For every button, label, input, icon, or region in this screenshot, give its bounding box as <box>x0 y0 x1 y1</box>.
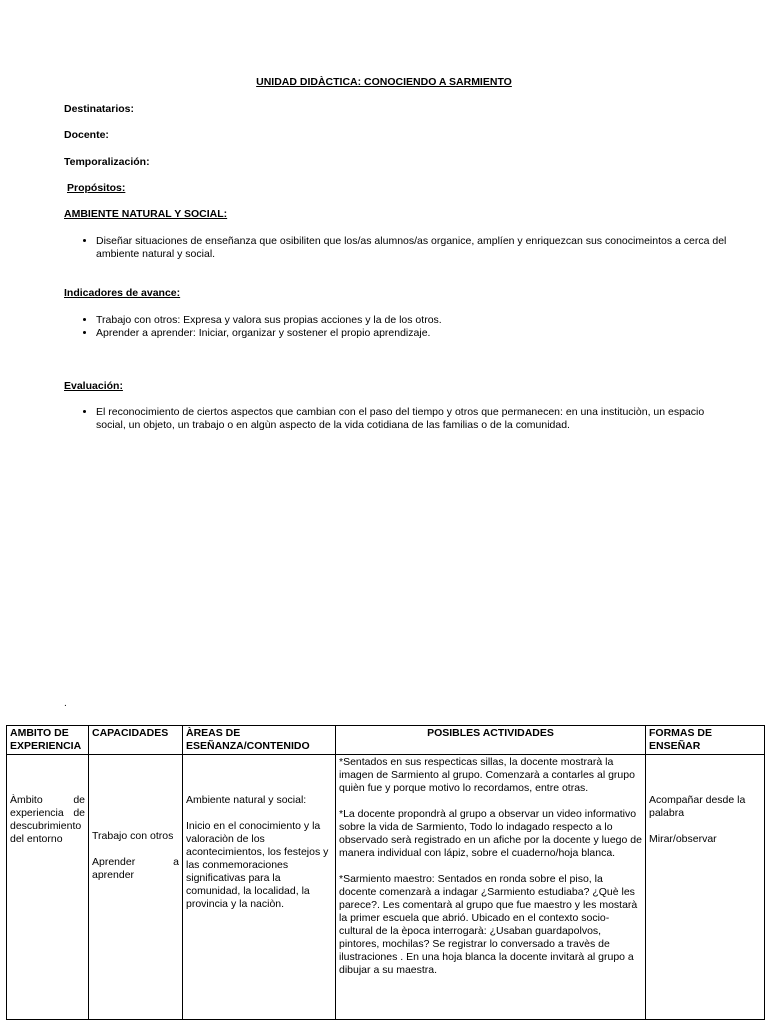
list-item: • Aprender a aprender: Iniciar, organizar y sostener el propio aprendizaje. <box>96 327 736 340</box>
document-title: UNIDAD DIDÀCTICA: CONOCIENDO A SARMIENTO <box>256 76 512 88</box>
stray-dot: . <box>64 698 67 709</box>
indicadores-bullet-list <box>64 314 736 340</box>
capacidad-item: Trabajo con otros <box>92 830 174 842</box>
cell-formas <box>646 755 765 1020</box>
list-item: • Diseñar situaciones de enseñanza que osibiliten que los/as alumnos/as organice, amplíen y enriquezcan sus conocimeintos a cerca del ambiente natural y social. <box>96 235 736 261</box>
area-item: Ambiente natural y social: <box>186 794 307 806</box>
table-header-row <box>7 726 765 755</box>
evaluacion-bullet-list <box>64 406 736 432</box>
list-item: • Trabajo con otros: Expresa y valora sus propias acciones y la de los otros. <box>96 314 736 327</box>
actividad-item: *Sentados en sus respecticas sillas, la docente mostrarà la imagen de Sarmiento al grupo. Comenzarà a contarles al grupo quièn fue y porque motivo lo recordamos, entre otras. <box>339 756 635 794</box>
temporalizacion-label: Temporalización: <box>64 156 150 168</box>
evaluacion-heading: Evaluación: <box>64 380 123 392</box>
ambiente-bullet-list <box>64 235 736 261</box>
cell-areas <box>183 755 336 1020</box>
header-capacidades: CAPACIDADES <box>89 726 183 755</box>
cell-capacidades <box>89 755 183 1020</box>
header-areas: ÀREAS DE ESEÑANZA/CONTENIDO <box>183 726 336 755</box>
ambiente-heading: AMBIENTE NATURAL Y SOCIAL: <box>64 208 228 220</box>
propositos-label: Propósitos: <box>67 182 126 194</box>
area-item: Inicio en el conocimiento y la valoraciòn de los acontecimientos, los festejos y las conmemoraciones significativas para la comunidad, la localidad, la provincia y la naciòn. <box>186 820 329 910</box>
header-formas: FORMAS DE ENSEÑAR <box>646 726 765 755</box>
activities-table <box>6 725 765 1020</box>
actividad-item: *La docente propondrà al grupo a observar un video informativo sobre la vida de Sarmiento, Todo lo indagado respecto a lo observado serà registrado en un afiche por la docente y luego de manera individual con lápiz, sobre el cuaderno/hoja blanca. <box>339 808 642 859</box>
forma-item: Acompañar desde la palabra <box>649 794 746 819</box>
cell-actividades <box>336 755 646 1020</box>
table-row <box>7 755 765 1020</box>
actividad-item: *Sarmiento maestro: Sentados en ronda sobre el piso, la docente comenzarà a indagar ¿Sarmiento estudiaba? ¿Què les parece?. Les comentarà al grupo que fue maestro y les mostarà la primer escuela que abrió. Ubicado en el contexto socio-cultural de la època interrogarà: ¿Usaban guardapolvos, pintores, mochilas? Se registrar lo conversado a travès de ilustraciones . En una hoja blanca la docente invitarà al grupo a dibujar a su maestra. <box>339 873 638 976</box>
header-actividades: POSIBLES ACTIVIDADES <box>336 726 646 755</box>
list-item: • El reconocimiento de ciertos aspectos que cambian con el paso del tiempo y otros que permanecen: en una instituciòn, un espacio social, un objeto, un trabajo o en algùn aspecto de la vida cotidiana de las familias o de la comunidad. <box>96 406 736 432</box>
capacidad-item: Aprender a aprender <box>92 856 179 881</box>
docente-label: Docente: <box>64 129 109 141</box>
destinatarios-label: Destinatarios: <box>64 103 135 115</box>
header-ambito: AMBITO DE EXPERIENCIA <box>7 726 89 755</box>
forma-item: Mirar/observar <box>649 833 717 845</box>
cell-ambito: Àmbito de experiencia de descubrimiento del entorno <box>7 755 89 1020</box>
indicadores-heading: Indicadores de avance: <box>64 287 181 299</box>
